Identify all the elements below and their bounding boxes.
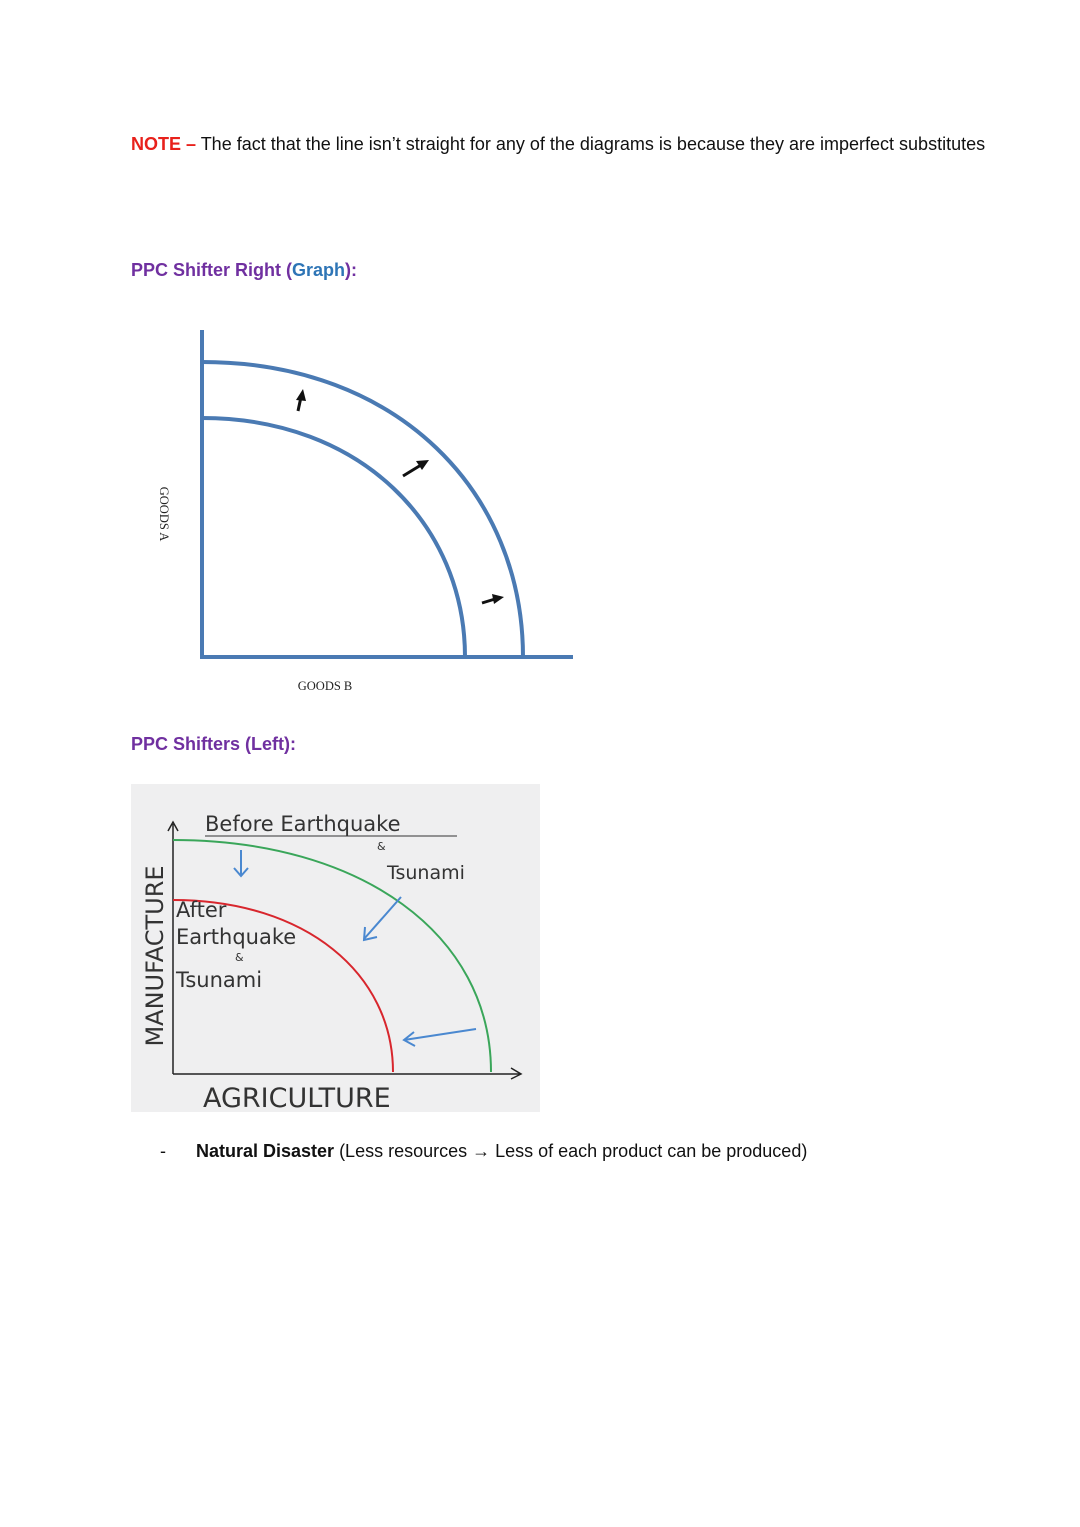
graph-link[interactable]: Graph	[292, 260, 346, 280]
ppc-shifters-left-heading: PPC Shifters (Left):	[131, 734, 297, 754]
after-label-amp: &	[235, 951, 244, 964]
arrowhead-top	[296, 389, 306, 401]
inner-ppc-curve	[202, 418, 465, 657]
x-axis-label: GOODS B	[297, 679, 353, 693]
bullet-dash: -	[160, 1141, 166, 1161]
note-label: NOTE –	[131, 134, 197, 154]
arrowhead-bottom	[492, 594, 504, 604]
before-label-line2: Tsunami	[387, 862, 465, 884]
ppc-right-svg	[131, 315, 591, 705]
heading-prefix: PPC Shifter Right (	[131, 260, 292, 280]
before-label-amp: &	[377, 840, 386, 853]
bullet-natural-disaster	[160, 1139, 807, 1164]
shift-arrow-diagonal	[364, 897, 401, 939]
after-label-line1: After	[176, 898, 227, 922]
ppc-shifter-right-heading	[131, 260, 357, 281]
heading-suffix: ):	[345, 260, 358, 280]
note-text: The fact that the line isn’t straight for any of the diagrams is because they are imperfect substitutes	[196, 134, 986, 154]
after-label-line2: Earthquake	[176, 925, 297, 949]
ppc-left-figure	[131, 784, 540, 1112]
y-axis-label: MANUFACTURE	[141, 865, 169, 1047]
before-label-line1: Before Earthquake	[205, 812, 401, 836]
bullet-bold-text: Natural Disaster	[196, 1141, 335, 1161]
shift-arrow-bottom	[482, 599, 495, 603]
ppc-left-svg	[131, 784, 540, 1112]
y-axis-label: GOODS A	[157, 486, 171, 542]
outer-ppc-curve	[202, 362, 523, 657]
note-paragraph	[131, 132, 991, 157]
x-axis-label: AGRICULTURE	[203, 1083, 391, 1112]
after-label-line3: Tsunami	[176, 968, 263, 992]
shift-arrow-middle	[403, 465, 421, 476]
bullet-text: (Less resources → Less of each product can be produced)	[334, 1141, 808, 1161]
ppc-right-figure	[131, 315, 591, 705]
shift-arrow-left	[404, 1029, 476, 1040]
